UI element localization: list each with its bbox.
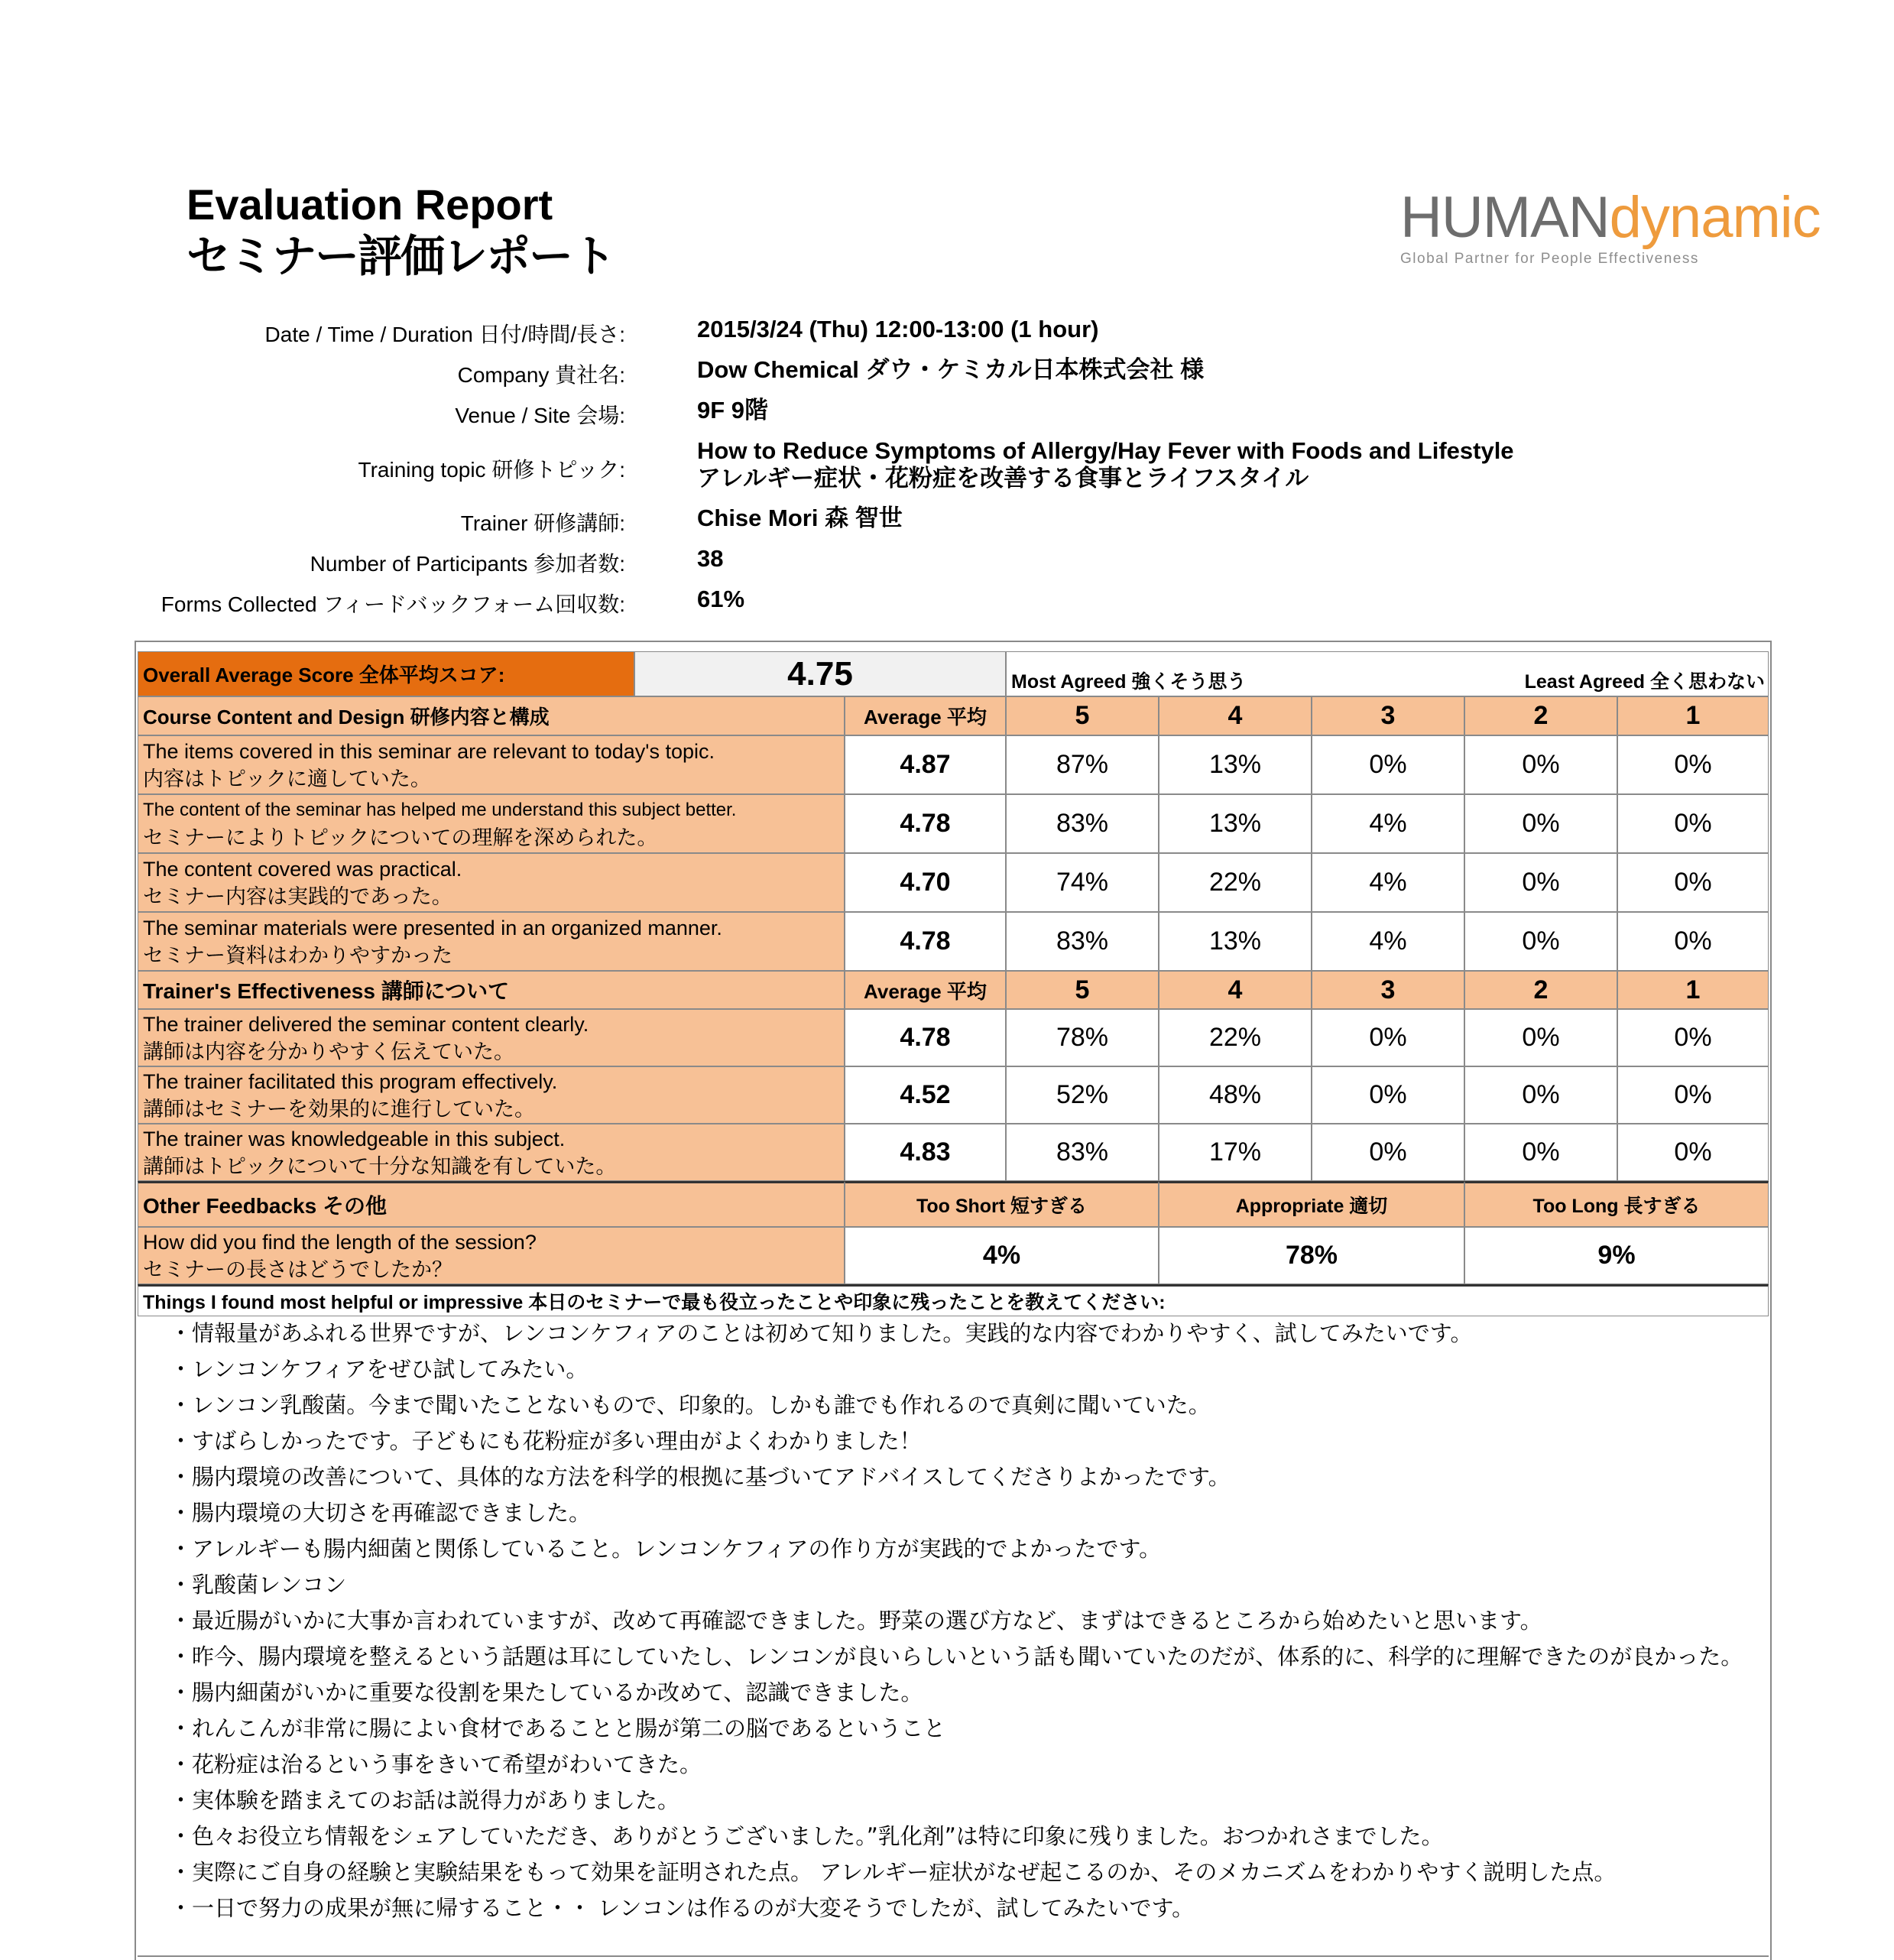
percent-3: 0% [1312,735,1464,794]
comment-item: ・すばらしかったです。子どもにも花粉症が多い理由がよくわかりました！ [170,1428,922,1454]
agreement-scale-legend [1006,651,1769,696]
question-cell [138,735,845,794]
humandynamic-logo [1400,185,1821,278]
report-title [186,180,615,283]
scale-1-header: 1 [1617,696,1769,735]
title-english: Evaluation Report [186,180,553,229]
appropriate-value: 78% [1159,1227,1464,1284]
percent-5: 74% [1006,853,1159,912]
question-english: The items covered in this seminar are relevant to today's topic. [143,739,715,763]
percent-3: 0% [1312,1124,1464,1181]
info-value-japanese: アレルギー症状・花粉症を改善する食事とライフスタイル [697,465,1309,492]
percent-5: 83% [1006,912,1159,971]
most-agreed-label: Most Agreed 強くそう思う [1011,671,1247,693]
percent-3: 4% [1312,794,1464,853]
info-label: Number of Participants 参加者数: [310,552,625,576]
question-japanese: 講師はトピックについて十分な知識を有していた。 [143,1154,617,1178]
question-cell [138,1124,845,1181]
info-value: Dow Chemical ダウ・ケミカル日本株式会社 様 [697,356,1205,383]
percent-2: 0% [1464,912,1617,971]
percent-2: 0% [1464,853,1617,912]
question-cell [138,912,845,971]
section-header-trainer [138,971,845,1009]
scale-1-header: 1 [1617,971,1769,1009]
question-english: The content of the seminar has helped me understand this subject better. [143,799,737,820]
info-value: 9F 9階 [697,397,769,423]
percent-4: 22% [1159,853,1312,912]
average-value: 4.83 [845,1124,1006,1181]
scale-5-header: 5 [1006,971,1159,1009]
percent-3: 0% [1312,1066,1464,1124]
question-cell [138,1009,845,1066]
info-value: 61% [697,586,745,612]
info-label: Training topic 研修トピック: [358,458,625,482]
info-value: Chise Mori 森 智世 [697,505,903,531]
overall-score-cell [634,651,1006,696]
question-english: The trainer was knowledgeable in this subject. [143,1127,566,1150]
percent-1: 0% [1617,735,1769,794]
comment-item: ・乳酸菌レンコン [170,1572,347,1598]
info-label: Venue / Site 会場: [455,404,625,427]
question-cell [138,1066,845,1124]
percent-4: 13% [1159,912,1312,971]
scale-2-header: 2 [1464,971,1617,1009]
scale-4-header: 4 [1159,971,1312,1009]
least-agreed-label: Least Agreed 全く思わない [1524,671,1765,693]
comment-item: ・腸内環境の改善について、具体的な方法を科学的根拠に基づいてアドバイスしてくださりよかったです。 [170,1464,1231,1490]
percent-1: 0% [1617,1124,1769,1181]
overall-label-cell [138,651,634,696]
percent-1: 0% [1617,794,1769,853]
logo-dynamic-text: dynamic [1609,185,1821,250]
question-japanese: セミナーの長さはどうでしたか？ [143,1257,452,1281]
percent-2: 0% [1464,735,1617,794]
question-english: The seminar materials were presented in an organized manner. [143,916,722,939]
average-column-header: Average 平均 [845,696,1006,735]
percent-4: 13% [1159,735,1312,794]
percent-3: 4% [1312,912,1464,971]
average-column-header: Average 平均 [845,971,1006,1009]
question-english: The trainer delivered the seminar content clearly. [143,1012,589,1036]
comments-heading-cell [138,1284,1769,1316]
percent-1: 0% [1617,912,1769,971]
info-label: Date / Time / Duration 日付/時間/長さ: [264,323,625,346]
average-value: 4.78 [845,1009,1006,1066]
scale-3-header: 3 [1312,696,1464,735]
info-value: How to Reduce Symptoms of Allergy/Hay Fever with Foods and Lifestyle [697,437,1514,464]
logo-human-text: HUMAN [1400,185,1610,250]
question-japanese: セミナー資料はわかりやすかった [143,943,452,967]
comment-item: ・腸内環境の大切さを再確認できました。 [170,1500,592,1526]
percent-5: 52% [1006,1066,1159,1124]
question-japanese: 講師はセミナーを効果的に進行していた。 [143,1097,535,1121]
info-value: 2015/3/24 (Thu) 12:00-13:00 (1 hour) [697,316,1099,342]
appropriate-header: Appropriate 適切 [1159,1181,1464,1227]
question-cell [138,853,845,912]
too-short-header: Too Short 短すぎる [845,1181,1159,1227]
percent-4: 13% [1159,794,1312,853]
scale-2-header: 2 [1464,696,1617,735]
percent-3: 4% [1312,853,1464,912]
other-feedback-header [138,1181,845,1227]
table-bottom-divider [138,1955,1769,1957]
percent-1: 0% [1617,1009,1769,1066]
comment-item: ・一日で努力の成果が無に帰すること・・ レンコンは作るのが大変そうでしたが、試してみたいです。 [170,1895,1195,1921]
comment-item: ・実体験を踏まえてのお話は説得力がありました。 [170,1787,680,1813]
comments-heading: Things I found most helpful or impressive 本日のセミナーで最も役立ったことや印象に残ったことを教えてください: [143,1292,1166,1313]
too-long-value: 9% [1464,1227,1769,1284]
info-value: 38 [697,545,724,572]
percent-4: 17% [1159,1124,1312,1181]
question-japanese: 内容はトピックに適していた。 [143,767,431,790]
percent-4: 22% [1159,1009,1312,1066]
average-value: 4.87 [845,735,1006,794]
percent-2: 0% [1464,794,1617,853]
info-label: Company 貴社名: [457,363,625,387]
percent-2: 0% [1464,1124,1617,1181]
overall-label: Overall Average Score 全体平均スコア: [143,664,505,686]
title-japanese: セミナー評価レポート [186,230,615,282]
percent-4: 48% [1159,1066,1312,1124]
percent-2: 0% [1464,1066,1617,1124]
comment-item: ・最近腸がいかに大事か言われていますが、改めて再確認できました。野菜の選び方など、まずはできるところから始めたいと思います。 [170,1608,1542,1634]
session-length-question [138,1227,845,1284]
average-value: 4.78 [845,912,1006,971]
scale-4-header: 4 [1159,696,1312,735]
question-cell [138,794,845,853]
percent-5: 78% [1006,1009,1159,1066]
comment-item: ・腸内細菌がいかに重要な役割を果たしているか改めて、認識できました。 [170,1679,923,1705]
too-long-header: Too Long 長すぎる [1464,1181,1769,1227]
percent-3: 0% [1312,1009,1464,1066]
overall-score: 4.75 [787,654,853,693]
section-header-course [138,696,845,735]
question-english: The trainer facilitated this program effectively. [143,1069,558,1093]
average-value: 4.70 [845,853,1006,912]
logo-tagline: Global Partner for People Effectiveness [1400,251,1699,267]
comment-item: ・れんこんが非常に腸によい食材であることと腸が第二の脳であるということ [170,1715,946,1741]
percent-2: 0% [1464,1009,1617,1066]
question-english: How did you find the length of the session? [143,1230,537,1254]
section-title: Trainer's Effectiveness 講師について [143,979,510,1003]
average-value: 4.52 [845,1066,1006,1124]
comment-item: ・実際にご自身の経験と実験結果をもって効果を証明された点。 アレルギー症状がなぜ起こるのか、そのメカニズムをわかりやすく説明した点。 [170,1859,1617,1885]
percent-5: 83% [1006,794,1159,853]
comment-item: ・アレルギーも腸内細菌と関係していること。レンコンケフィアの作り方が実践的でよかったです。 [170,1536,1162,1562]
comment-item: ・花粉症は治るという事をきいて希望がわいてきた。 [170,1751,702,1777]
percent-1: 0% [1617,853,1769,912]
percent-1: 0% [1617,1066,1769,1124]
comment-item: ・情報量があふれる世界ですが、レンコンケフィアのことは初めて知りました。実践的な内容でわかりやすく、試してみたいです。 [170,1320,1473,1346]
average-value: 4.78 [845,794,1006,853]
scale-3-header: 3 [1312,971,1464,1009]
section-title: Course Content and Design 研修内容と構成 [143,706,550,729]
percent-5: 83% [1006,1124,1159,1181]
question-japanese: セミナーによりトピックについての理解を深められた。 [143,826,658,849]
too-short-value: 4% [845,1227,1159,1284]
info-label: Trainer 研修講師: [460,511,625,535]
info-label: Forms Collected フィードバックフォーム回収数: [161,592,625,616]
comment-item: ・レンコンケフィアをぜひ試してみたい。 [170,1356,589,1382]
question-japanese: 講師は内容を分かりやすく伝えていた。 [143,1040,514,1063]
question-english: The content covered was practical. [143,857,462,881]
other-feedback-title: Other Feedbacks その他 [143,1194,387,1218]
comment-item: ・色々お役立ち情報をシェアしていただき、ありがとうございました。”乳化剤”は特に印象に残りました。おつかれさまでした。 [170,1823,1444,1849]
comment-item: ・レンコン乳酸菌。今まで聞いたことないもので、印象的。しかも誰でも作れるので真剣に聞いていた。 [170,1392,1211,1418]
comment-item: ・昨今、腸内環境を整えるという話題は耳にしていたし、レンコンが良いらしいという話も聞いていたのだが、体系的に、科学的に理解できたのが良かった。 [170,1644,1743,1670]
scale-5-header: 5 [1006,696,1159,735]
logo-wordmark [1400,185,1821,250]
question-japanese: セミナー内容は実践的であった。 [143,884,452,908]
percent-5: 87% [1006,735,1159,794]
